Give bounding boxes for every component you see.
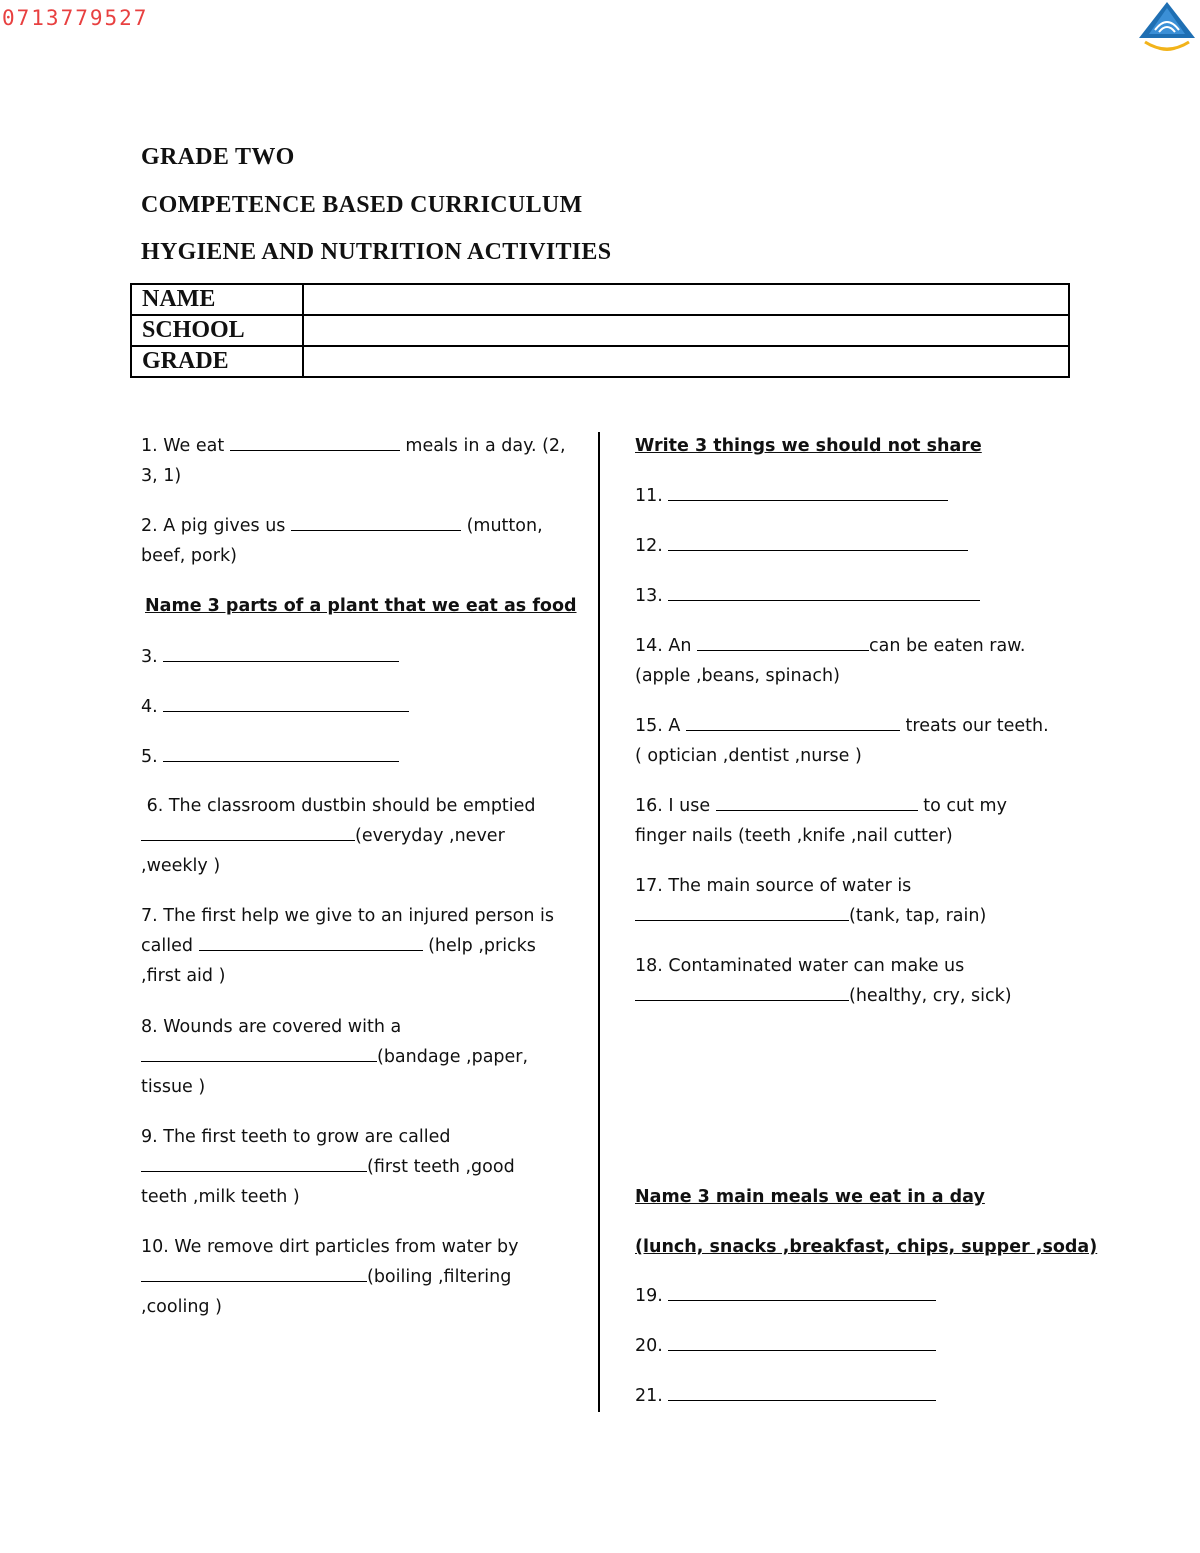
question-5: 5. bbox=[141, 742, 399, 772]
answer-blank[interactable] bbox=[697, 632, 869, 651]
question-19: 19. bbox=[635, 1281, 936, 1311]
question-20: 20. bbox=[635, 1331, 936, 1361]
name-label: NAME bbox=[131, 284, 303, 315]
question-8: 8. Wounds are covered with a (bandage ,paper, tissue ) bbox=[141, 1017, 529, 1097]
answer-blank[interactable] bbox=[291, 512, 461, 531]
question-21: 21. bbox=[635, 1381, 936, 1411]
question-17: 17. The main source of water is (tank, tap, rain) bbox=[635, 876, 987, 926]
school-field[interactable] bbox=[303, 315, 1069, 346]
name-field[interactable] bbox=[303, 284, 1069, 315]
answer-blank[interactable] bbox=[141, 1153, 367, 1172]
answer-blank[interactable] bbox=[230, 432, 400, 451]
title-curriculum: COMPETENCE BASED CURRICULUM bbox=[141, 192, 583, 218]
answer-blank[interactable] bbox=[141, 822, 355, 841]
question-3: 3. bbox=[141, 642, 399, 672]
answer-blank[interactable] bbox=[668, 1282, 936, 1301]
logo-icon bbox=[1135, 0, 1199, 56]
answer-blank[interactable] bbox=[199, 932, 423, 951]
question-6: 6. The classroom dustbin should be emptied (everyday ,never ,weekly ) bbox=[141, 796, 536, 876]
question-16: 16. I use to cut my finger nails (teeth ,knife ,nail cutter) bbox=[635, 791, 1007, 851]
answer-blank[interactable] bbox=[668, 532, 968, 551]
question-14: 14. An can be eaten raw. (apple ,beans, spinach) bbox=[635, 631, 1025, 691]
answer-blank[interactable] bbox=[635, 982, 849, 1001]
column-divider bbox=[598, 432, 600, 1412]
title-grade: GRADE TWO bbox=[141, 144, 295, 170]
answer-blank[interactable] bbox=[716, 792, 918, 811]
not-share-heading: Write 3 things we should not share bbox=[635, 436, 982, 456]
answer-blank[interactable] bbox=[163, 643, 399, 662]
answer-blank[interactable] bbox=[668, 1382, 936, 1401]
answer-blank[interactable] bbox=[668, 1332, 936, 1351]
meals-heading: Name 3 main meals we eat in a day bbox=[635, 1187, 985, 1207]
answer-blank[interactable] bbox=[141, 1043, 377, 1062]
answer-blank[interactable] bbox=[163, 693, 409, 712]
question-1: 1. We eat meals in a day. (2, 3, 1) bbox=[141, 431, 566, 491]
answer-blank[interactable] bbox=[686, 712, 900, 731]
answer-blank[interactable] bbox=[668, 482, 948, 501]
question-2: 2. A pig gives us (mutton, beef, pork) bbox=[141, 511, 543, 571]
plant-parts-heading: Name 3 parts of a plant that we eat as food bbox=[145, 596, 577, 616]
question-15: 15. A treats our teeth. ( optician ,dentist ,nurse ) bbox=[635, 711, 1049, 771]
question-11: 11. bbox=[635, 481, 948, 511]
question-7: 7. The first help we give to an injured person is called (help ,pricks ,first aid ) bbox=[141, 906, 555, 986]
question-10: 10. We remove dirt particles from water by (boiling ,filtering ,cooling ) bbox=[141, 1237, 519, 1317]
answer-blank[interactable] bbox=[668, 582, 980, 601]
title-subject: HYGIENE AND NUTRITION ACTIVITIES bbox=[141, 239, 612, 265]
question-4: 4. bbox=[141, 692, 409, 722]
student-info-table bbox=[130, 283, 1070, 378]
meals-options: (lunch, snacks ,breakfast, chips, supper ,soda) bbox=[635, 1237, 1098, 1257]
question-18: 18. Contaminated water can make us (healthy, cry, sick) bbox=[635, 956, 1012, 1006]
grade-label: GRADE bbox=[131, 346, 303, 377]
question-9: 9. The first teeth to grow are called (first teeth ,good teeth ,milk teeth ) bbox=[141, 1127, 515, 1207]
question-12: 12. bbox=[635, 531, 968, 561]
grade-field[interactable] bbox=[303, 346, 1069, 377]
school-label: SCHOOL bbox=[131, 315, 303, 346]
answer-blank[interactable] bbox=[163, 743, 399, 762]
answer-blank[interactable] bbox=[141, 1263, 367, 1282]
answer-blank[interactable] bbox=[635, 902, 849, 921]
phone-number-watermark: 0713779527 bbox=[2, 6, 149, 30]
question-13: 13. bbox=[635, 581, 980, 611]
